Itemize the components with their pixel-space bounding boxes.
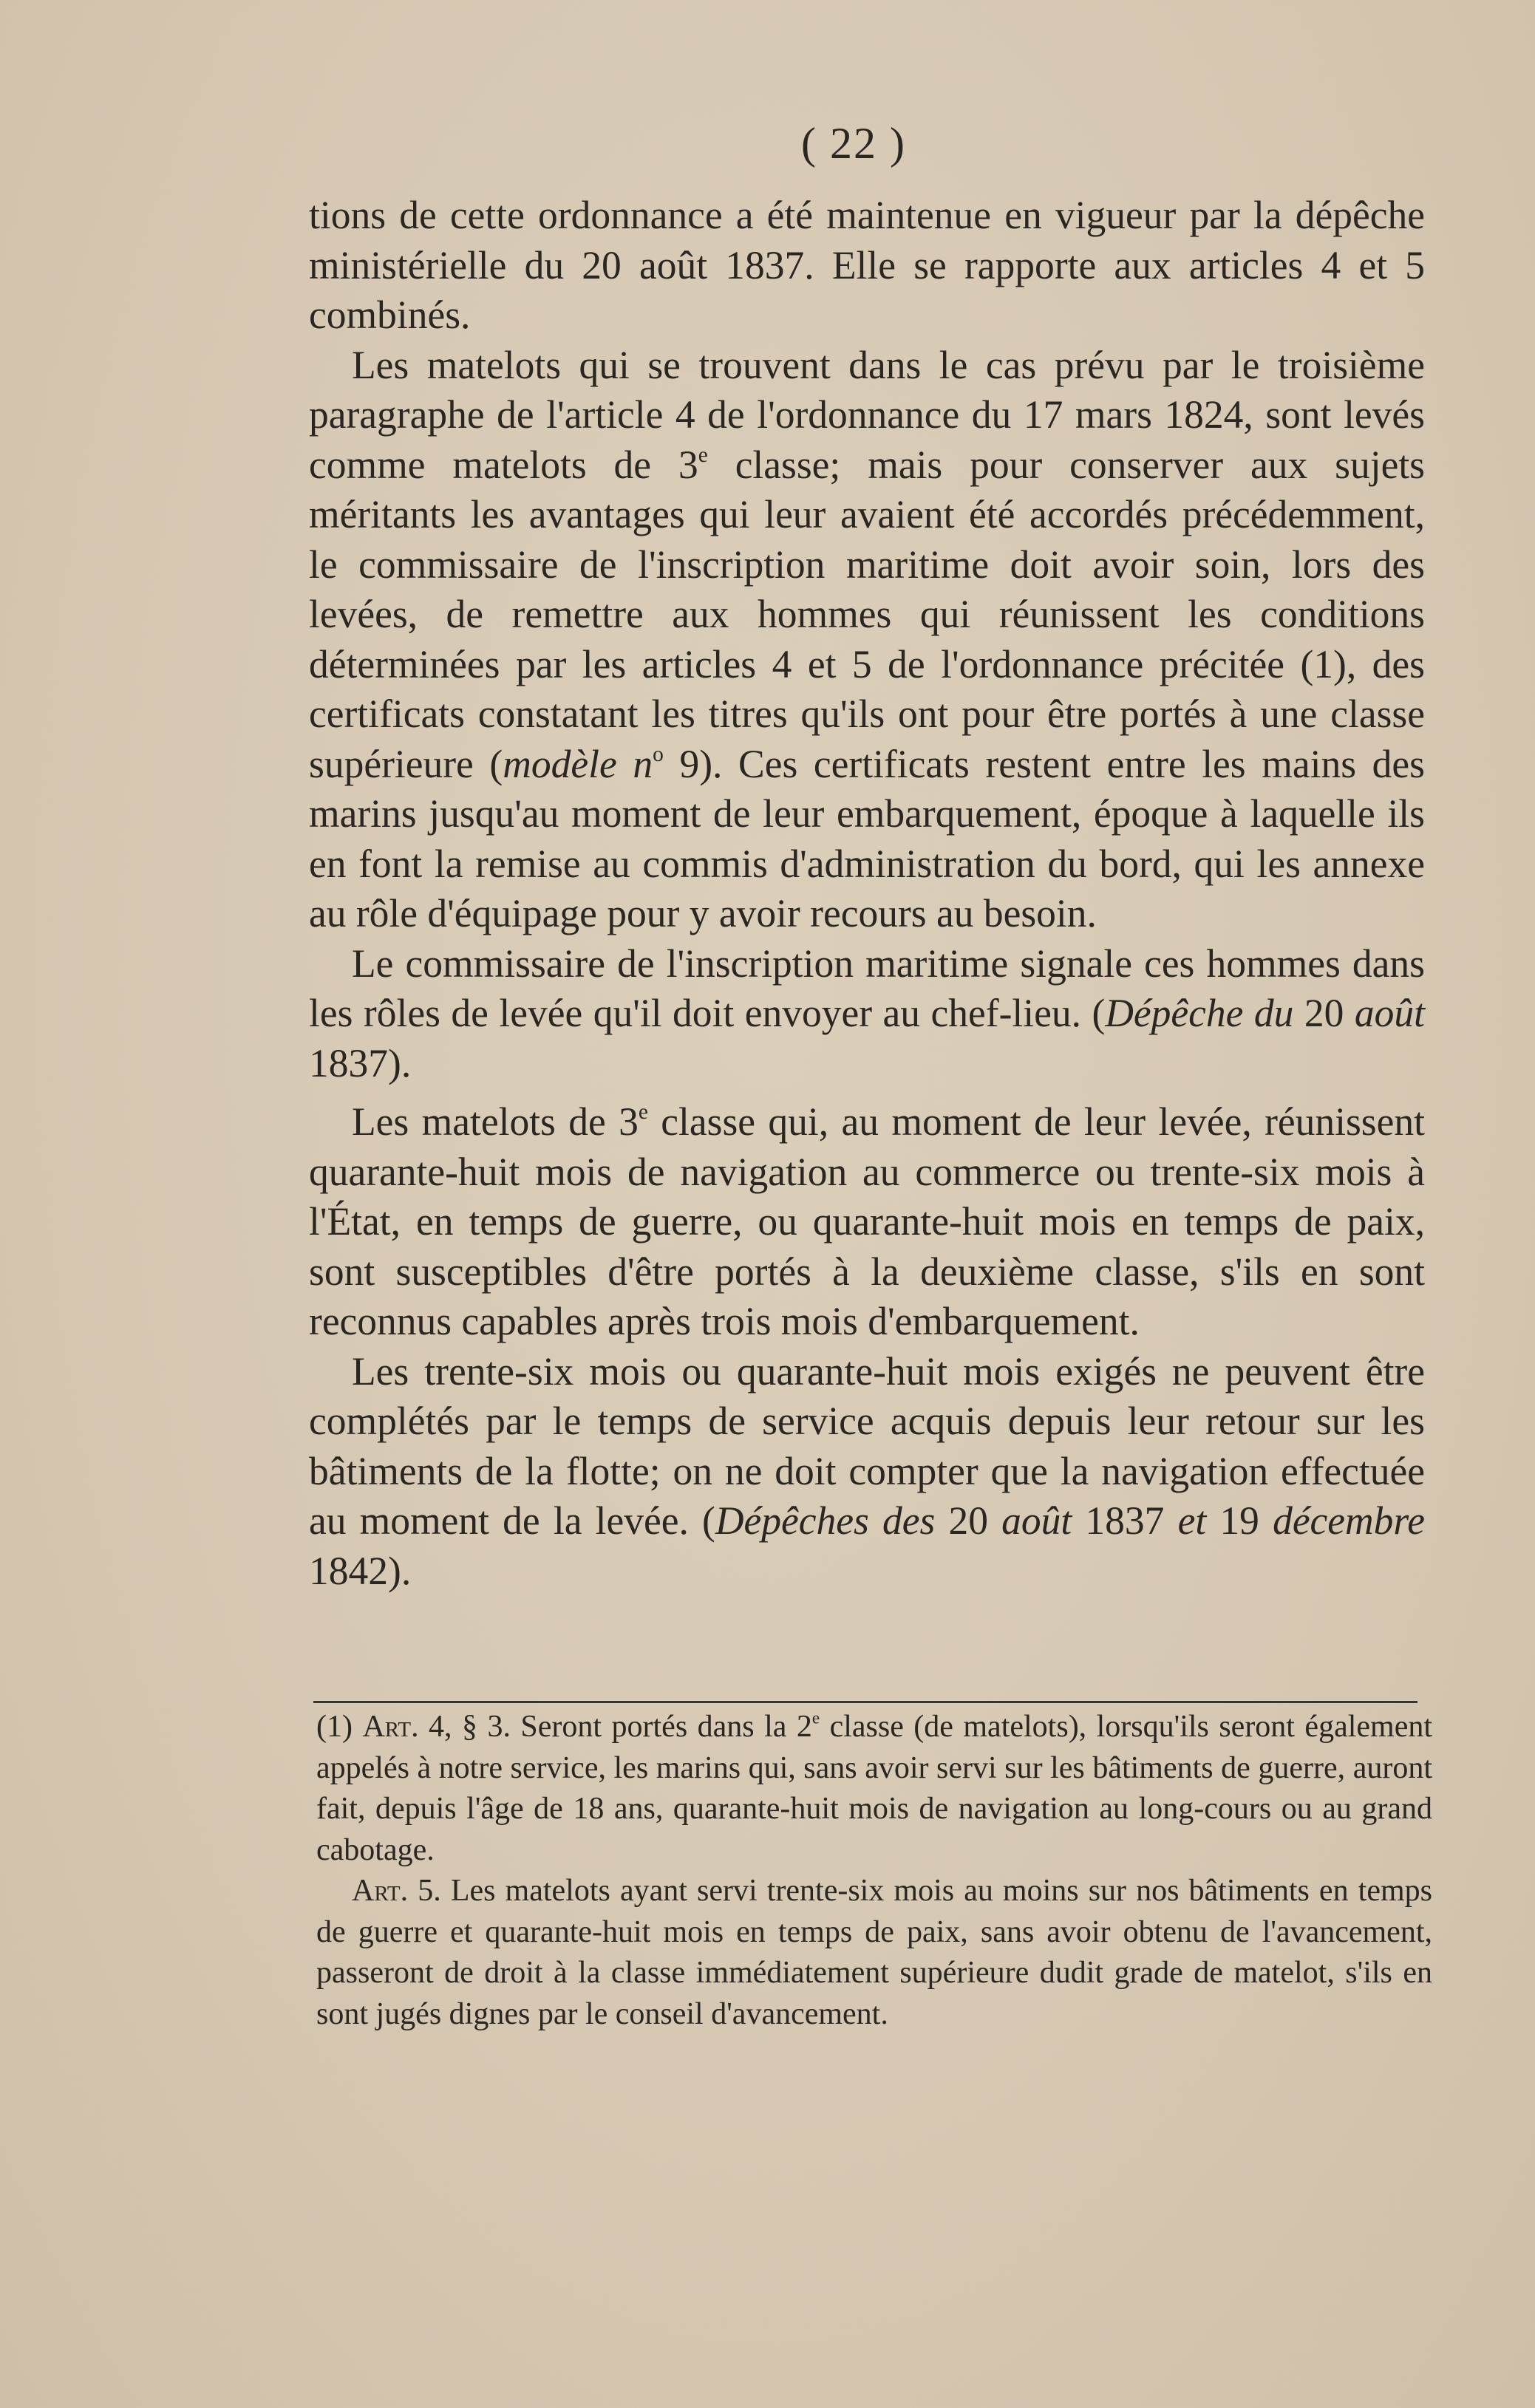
paragraph-4 [309,1097,1425,1347]
footnote-text: 4, § 3. Seront portés dans la 2 [418,1710,812,1744]
superscript: e [638,1099,648,1124]
paragraph-text: Les trente-six mois ou quarante-huit mois exigés ne peuvent être complétés par le temps de service acquis depuis leur retour sur les bâtiments de la flotte; on ne doit compter que la navigation effectuée au moment de la levée. ( [309,1348,1425,1543]
page-number: ( 22 ) [801,119,906,168]
main-text [309,191,1425,1596]
superscript: e [811,1708,820,1727]
paragraph-3 [309,939,1425,1089]
paragraph-text: classe; mais pour conserver aux sujets méritants les avantages qui leur avaient été accordés précédemment, le commissaire de l'inscription maritime doit avoir soin, lors des levées, de remettre aux hommes qui réunissent les conditions déterminées par les articles 4 et 5 de l'ordonnance précitée (1), des certificats constatant les titres qu'ils ont pour être portés à une classe supérieure ( [309,442,1426,786]
paragraph-text: tions de cette ordonnance a été maintenue en vigueur par la dépêche ministérielle du 20 août 1837. Elle se rapporte aux articles 4 et 5 combinés. [309,193,1425,337]
paragraph-text: Le commissaire de l'inscription maritime signale ces hommes dans les rôles de levée qu'il doit envoyer au chef-lieu. ( [309,941,1425,1035]
paragraph-text: 19 [1206,1498,1273,1543]
paragraph-5 [309,1347,1425,1597]
paragraph-text: Les matelots de 3 [352,1099,639,1144]
footnote-number: (1) [316,1710,363,1744]
paragraph-text: 1842). [309,1548,412,1593]
article-label: Art. [352,1874,409,1908]
superscript: o [653,742,664,766]
italic-text: août [1001,1498,1072,1543]
italic-text: modèle n [503,741,653,786]
paragraph-text: classe qui, au moment de leur levée, réunissent quarante-huit mois de navigation au commerce ou trente-six mois à l'État, en temps de guerre, ou quarante-huit mois en temps de paix, sont susceptibles d'être portés à la deuxième classe, s'ils en sont reconnus capables après trois mois d'embarquement. [309,1099,1425,1343]
italic-text: août [1354,991,1425,1035]
footnote-divider [313,1701,1417,1703]
paragraph-text: 20 [1293,991,1355,1035]
italic-text: décembre [1273,1498,1426,1543]
footnote-text: 5. Les matelots ayant servi trente-six mois au moins sur nos bâtiments en temps de guerre et quarante-huit mois en temps de paix, sans avoir obtenu de l'avancement, passeront de droit à la classe immédiatement supérieure dudit grade de matelot, s'ils en sont jugés dignes par le conseil d'avancement. [316,1874,1432,2031]
paragraph-text: 20 [935,1498,1002,1543]
footnote-1 [316,1707,1432,1871]
paragraph-text: 1837 [1072,1498,1178,1543]
article-label: Art. [362,1710,419,1744]
italic-text: Dépêches des [715,1498,936,1543]
italic-text: et [1177,1498,1207,1543]
paragraph-2 [309,341,1425,939]
paragraph-1 [309,191,1425,341]
paragraph-text: 9). Ces certificats restent entre les mains des marins jusqu'au moment de leur embarquement, époque à laquelle ils en font la remise au commis d'administration du bord, qui les annexe au rôle d'équipage pour y avoir recours au besoin. [309,741,1425,935]
superscript: e [698,443,708,467]
footnote-2 [316,1871,1432,2035]
footnotes [316,1707,1432,2035]
italic-text: Dépêche du [1105,991,1294,1035]
paragraph-text: 1837). [309,1040,412,1085]
footnote-text: classe (de matelots), lorsqu'ils seront également appelés à notre service, les marins qui, sans avoir servi sur les bâtiments de guerre, auront fait, depuis l'âge de 18 ans, quarante-huit mois de navigation au long-cours ou au grand cabotage. [316,1710,1433,1867]
paragraph-text: Les matelots qui se trouvent dans le cas prévu par le troisième paragraphe de l'article 4 de l'ordonnance du 17 mars 1824, sont levés comme matelots de 3 [309,342,1425,487]
